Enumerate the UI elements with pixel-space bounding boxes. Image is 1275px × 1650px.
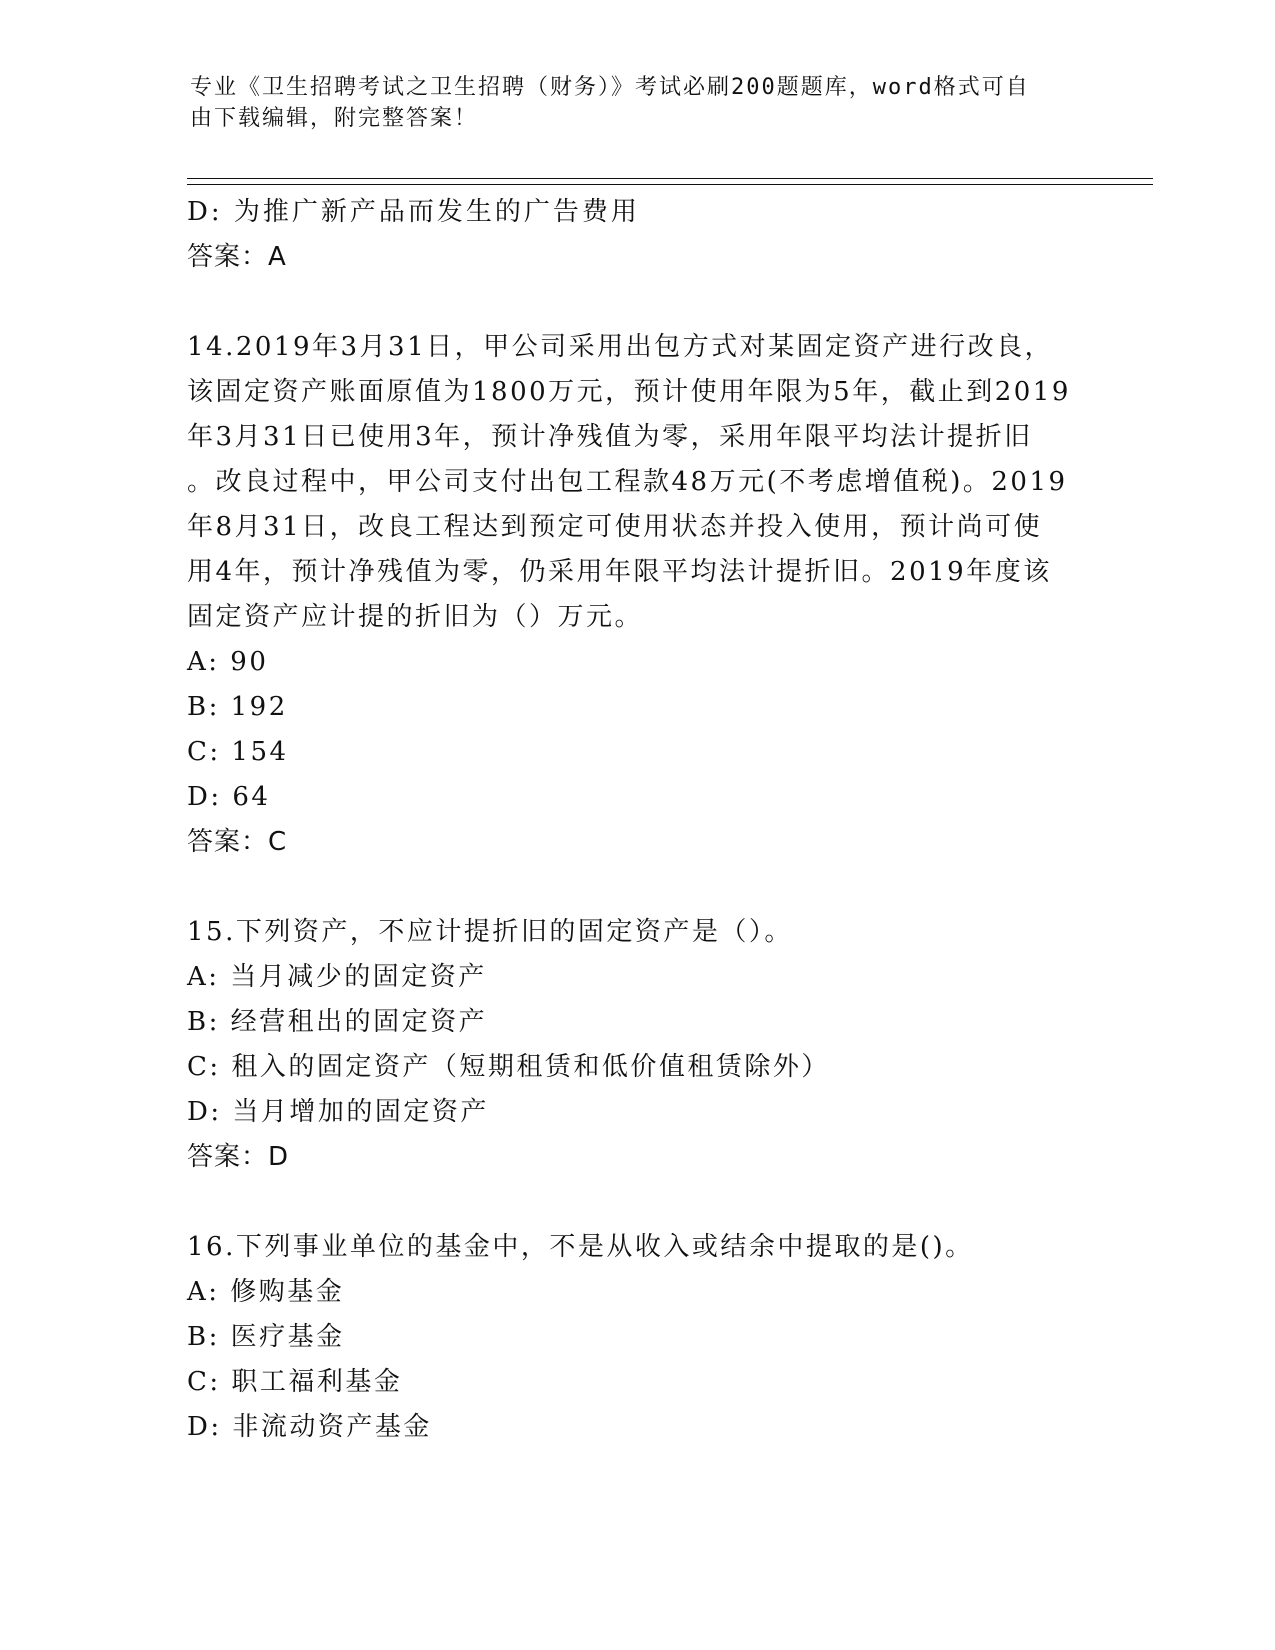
- question-text-line: 固定资产应计提的折旧为（）万元。: [187, 602, 644, 632]
- question-16: [187, 1225, 1087, 1450]
- option-b: B: 医疗基金: [187, 1322, 345, 1352]
- option-a: A: 当月减少的固定资产: [187, 962, 487, 992]
- question-15: [187, 910, 1087, 1180]
- header-divider-bottom: [187, 184, 1153, 185]
- header-divider-top: [187, 178, 1153, 179]
- question-text-line: 15.下列资产，不应计提折旧的固定资产是（）。: [187, 917, 793, 947]
- option-c: C: 154: [187, 737, 289, 767]
- question-14: [187, 325, 1087, 865]
- option-b: B: 经营租出的固定资产: [187, 1007, 488, 1037]
- option-a: A: 90: [187, 647, 269, 677]
- option-d: D: 64: [187, 782, 271, 812]
- question-13-tail: [187, 190, 1087, 280]
- question-text-line: 16.下列事业单位的基金中，不是从收入或结余中提取的是()。: [187, 1232, 974, 1262]
- document-header: [190, 72, 1090, 134]
- question-text-line: 用4年，预计净残值为零，仍采用年限平均法计提折旧。2019年度该: [187, 557, 1052, 587]
- option-d: D: 为推广新产品而发生的广告费用: [187, 197, 640, 227]
- option-b: B: 192: [187, 692, 288, 722]
- question-list: [187, 190, 1087, 1450]
- option-a: A: 修购基金: [187, 1277, 345, 1307]
- option-d: D: 当月增加的固定资产: [187, 1097, 489, 1127]
- option-c: C: 租入的固定资产（短期租赁和低价值租赁除外）: [187, 1052, 830, 1082]
- question-text-line: 年8月31日，改良工程达到预定可使用状态并投入使用，预计尚可使: [187, 512, 1043, 542]
- answer: 答案：A: [187, 242, 287, 272]
- option-c: C: 职工福利基金: [187, 1367, 403, 1397]
- answer: 答案：C: [187, 827, 288, 857]
- header-line-2: 由下载编辑，附完整答案！: [190, 106, 479, 131]
- question-text-line: 年3月31日已使用3年，预计净残值为零，采用年限平均法计提折旧: [187, 422, 1033, 452]
- answer: 答案：D: [187, 1142, 290, 1172]
- question-text-line: 。改良过程中，甲公司支付出包工程款48万元(不考虑增值税)。2019: [187, 467, 1068, 497]
- question-text-line: 该固定资产账面原值为1800万元，预计使用年限为5年，截止到2019: [187, 377, 1071, 407]
- header-line-1: 专业《卫生招聘考试之卫生招聘（财务）》考试必刷200题题库，word格式可自: [190, 75, 1030, 100]
- question-text-line: 14.2019年3月31日，甲公司采用出包方式对某固定资产进行改良，: [187, 332, 1054, 362]
- option-d: D: 非流动资产基金: [187, 1412, 432, 1442]
